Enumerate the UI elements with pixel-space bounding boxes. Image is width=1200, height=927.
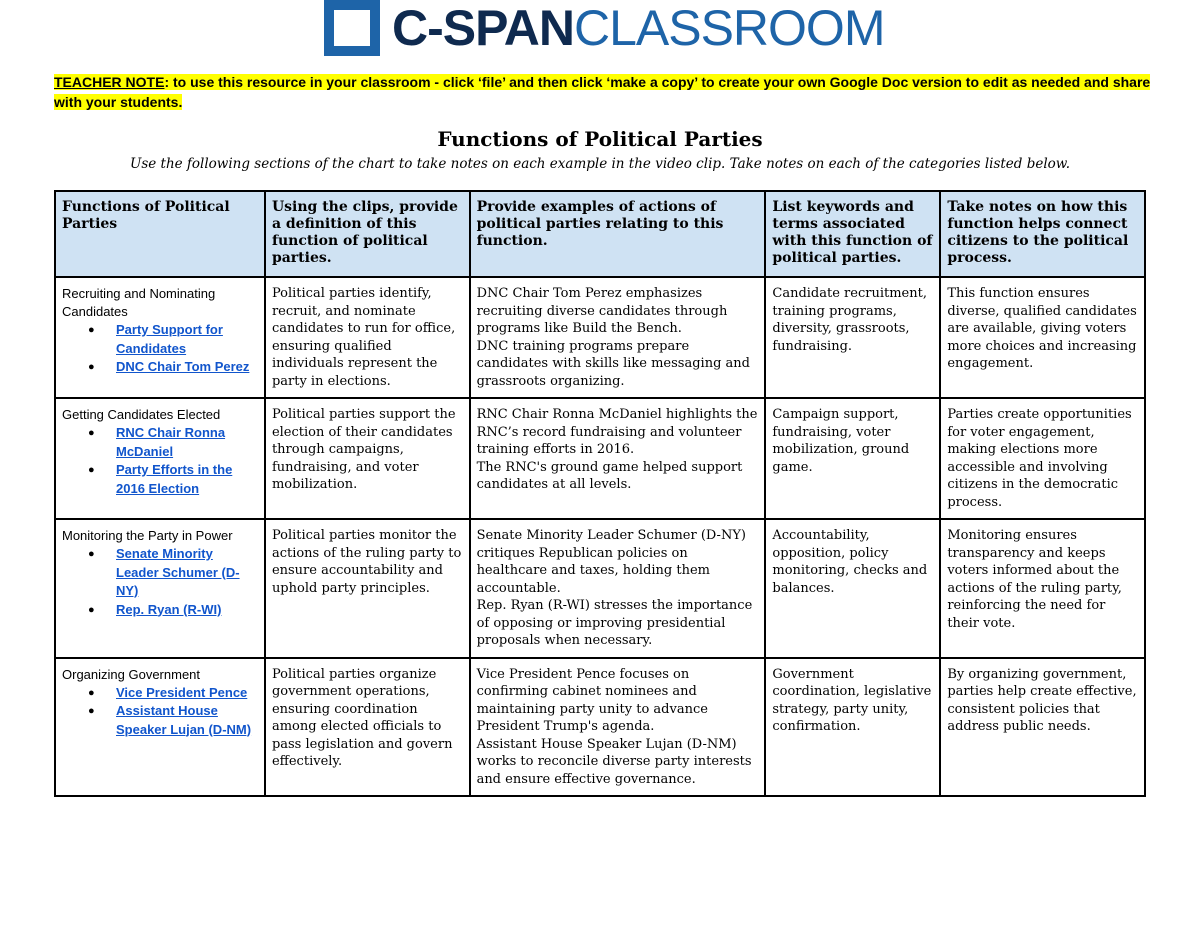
teacher-note-text: : to use this resource in your classroom - click ‘file’ and then click ‘make a copy’ to create your own Google Doc version to edit as needed and share with your students.: [54, 74, 1151, 110]
function-label: Recruiting and Nominating Candidates: [62, 286, 216, 319]
function-label: Getting Candidates Elected: [62, 407, 221, 422]
notes-cell: This function ensures diverse, qualified candidates are available, giving voters more choices and increasing engagement.: [940, 277, 1145, 398]
table-row: [55, 658, 1145, 797]
cspan-logo-icon: [324, 0, 380, 56]
header-function: Functions of Political Parties: [55, 191, 265, 277]
function-cell: [55, 658, 265, 797]
examples-cell: [470, 277, 766, 398]
keywords-cell: Government coordination, legislative strategy, party unity, confirmation.: [765, 658, 940, 797]
definition-cell: Political parties identify, recruit, and nominate candidates to run for office, ensuring qualified individuals represent the party in elections.: [265, 277, 470, 398]
clip-link[interactable]: RNC Chair Ronna McDaniel: [116, 425, 226, 459]
examples-cell: [470, 658, 766, 797]
clip-link[interactable]: Senate Minority Leader Schumer (D-NY): [116, 546, 240, 598]
teacher-note: [54, 72, 1154, 112]
header-definition: Using the clips, provide a definition of this function of political parties.: [265, 191, 470, 277]
notes-cell: Monitoring ensures transparency and keeps voters informed about the actions of the ruling party, reinforcing the need for their vote.: [940, 519, 1145, 658]
example-text: DNC training programs prepare candidates with skills like messaging and grassroots organizing.: [476, 338, 750, 389]
keywords-cell: Accountability, opposition, policy monitoring, checks and balances.: [765, 519, 940, 658]
example-text: Rep. Ryan (R-WI) stresses the importance of opposing or improving presidential proposals when necessary.: [476, 598, 753, 648]
definition-cell: Political parties support the election of their candidates through campaigns, fundraising, and voter mobilization.: [265, 398, 470, 519]
header-notes: Take notes on how this function helps connect citizens to the political process.: [940, 191, 1145, 277]
function-label: Monitoring the Party in Power: [62, 528, 233, 543]
clip-link[interactable]: Rep. Ryan (R-WI): [116, 601, 222, 617]
example-text: RNC Chair Ronna McDaniel highlights the RNC’s record fundraising and volunteer training efforts in 2016.: [476, 407, 758, 457]
function-cell: [55, 277, 265, 398]
definition-cell: Political parties organize government operations, ensuring coordination among elected officials to pass legislation and govern effectively.: [265, 658, 470, 797]
function-cell: [55, 519, 265, 658]
clip-link[interactable]: Party Efforts in the 2016 Election: [116, 462, 233, 496]
teacher-note-label: TEACHER NOTE: [54, 74, 165, 90]
table-header-row: [55, 191, 1145, 277]
logo-classroom-text: CLASSROOM: [573, 0, 885, 56]
function-cell: [55, 398, 265, 519]
example-text: The RNC's ground game helped support candidates at all levels.: [476, 459, 743, 492]
clip-link[interactable]: Assistant House Speaker Lujan (D-NM): [116, 703, 252, 737]
example-text: Assistant House Speaker Lujan (D-NM) works to reconcile diverse party interests and ensure effective governance.: [476, 736, 752, 787]
table-row: [55, 277, 1145, 398]
definition-cell: Political parties monitor the actions of the ruling party to ensure accountability and uphold party principles.: [265, 519, 470, 658]
table-row: [55, 519, 1145, 658]
clip-link[interactable]: Party Support for Candidates: [116, 322, 223, 356]
notes-cell: Parties create opportunities for voter engagement, making elections more accessible and involving citizens in the democratic process.: [940, 398, 1145, 519]
clip-link[interactable]: DNC Chair Tom Perez: [116, 359, 250, 374]
notes-cell: By organizing government, parties help create effective, consistent policies that address public needs.: [940, 658, 1145, 797]
keywords-cell: Campaign support, fundraising, voter mobilization, ground game.: [765, 398, 940, 519]
keywords-cell: Candidate recruitment, training programs, diversity, grassroots, fundraising.: [765, 277, 940, 398]
cspan-classroom-logo: [324, 0, 884, 56]
function-label: Organizing Government: [62, 666, 201, 682]
logo-wordmark: [392, 0, 884, 56]
example-text: Vice President Pence focuses on confirming cabinet nominees and maintaining party unity to advance President Trump's agenda.: [476, 666, 708, 734]
examples-cell: [470, 398, 766, 519]
example-text: DNC Chair Tom Perez emphasizes recruiting diverse candidates through programs like Build the Bench.: [476, 286, 728, 336]
functions-table: [54, 190, 1146, 797]
page-subtitle: Use the following sections of the chart to take notes on each example in the video clip. Take notes on each of the categories listed below.: [129, 156, 1071, 172]
header-examples: Provide examples of actions of political parties relating to this function.: [470, 191, 766, 277]
logo-cspan-text: C-SPAN: [392, 0, 574, 56]
table-row: [55, 398, 1145, 519]
page-title: Functions of Political Parties: [437, 127, 763, 151]
clip-link[interactable]: Vice President Pence: [116, 684, 248, 700]
example-text: Senate Minority Leader Schumer (D-NY) critiques Republican policies on healthcare and taxes, holding them accountable.: [476, 528, 746, 596]
examples-cell: [470, 519, 766, 658]
header-keywords: List keywords and terms associated with this function of political parties.: [765, 191, 940, 277]
